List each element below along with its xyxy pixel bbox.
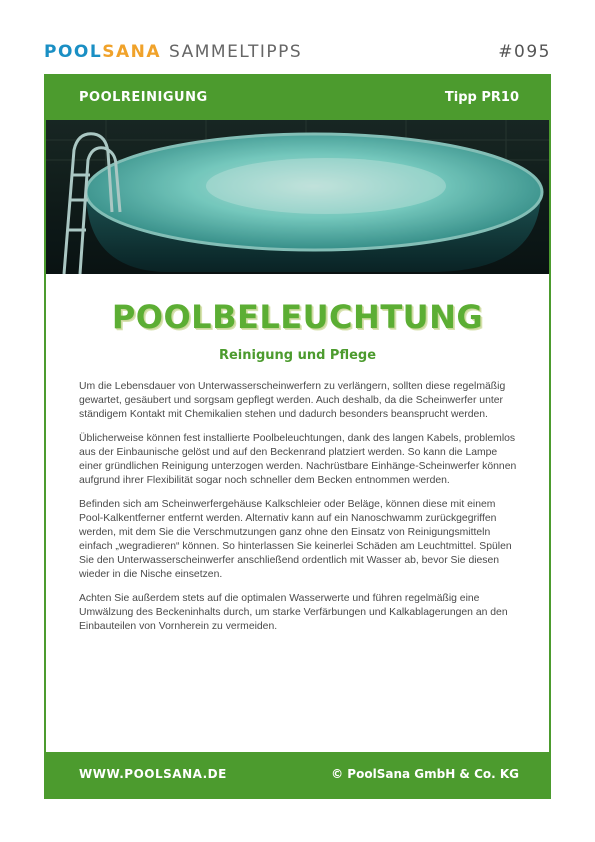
pool-photo — [46, 120, 549, 274]
pool-illustration — [46, 120, 549, 274]
tip-card — [44, 74, 551, 799]
paragraph: Befinden sich am Scheinwerfergehäuse Kalkschleier oder Beläge, können diese mit einem Pool-Kalkentferner entfernt werden. Alternativ kann auf ein Nanoschwamm zurückgegriffen werden, mit dem Sie die Verschmutzungen ganz ohne den Einsatz von Reinigungsmitteln einfach „wegradieren“ können. So hinterlassen Sie keinerlei Schäden am Leuchtmittel. Spülen Sie den Unterwasserscheinwerfer anschließend ordentlich mit Wasser ab, bevor Sie diesen wieder in die Nische einsetzen. — [79, 498, 512, 581]
brand-logo — [44, 42, 302, 62]
footer-bar — [46, 752, 549, 797]
brand-logo-pool: POOL — [44, 42, 103, 62]
paragraph: Üblicherweise können fest installierte Poolbeleuchtungen, dank des langen Kabels, problemlos aus der Einbaunische gelöst und auf den Beckenrand platziert werden. So kann die Lampe einer gründlichen Reinigung unterzogen werden. Nachrüstbare Einhänge-Scheinwerfer können aufgrund ihrer Flexibilität sogar noch schneller dem Becken entnommen werden. — [79, 432, 517, 487]
article-body — [79, 380, 519, 644]
category-label: POOLREINIGUNG — [79, 90, 208, 105]
paragraph: Um die Lebensdauer von Unterwasserscheinwerfern zu verlängern, sollten diese regelmäßig gewartet, gesäubert und sorgsam gepflegt werden. Auch deshalb, da die Scheinwerfer unter ständigem Kontakt mit Chemikalien stehen und dadurch besonders beansprucht werden. — [79, 381, 506, 421]
article-subtitle: Reinigung und Pflege — [218, 348, 377, 363]
tip-code: Tipp PR10 — [444, 90, 519, 105]
page-header — [44, 42, 551, 64]
series-title: SAMMELTIPPS — [169, 42, 303, 62]
website-link[interactable]: WWW.POOLSANA.DE — [79, 767, 227, 781]
tip-number: #095 — [498, 42, 551, 62]
article-title: POOLBELEUCHTUNG — [111, 298, 484, 336]
copyright-notice: © PoolSana GmbH & Co. KG — [331, 767, 519, 781]
paragraph: Achten Sie außerdem stets auf die optimalen Wasserwerte und führen regelmäßig eine Umwälzung des Beckeninhalts durch, um starke Verfärbungen und Kalkablagerungen an den Einbauteilen von Vornherein zu vermeiden. — [79, 592, 508, 632]
brand-logo-sana: SANA — [102, 42, 161, 62]
category-bar — [46, 76, 549, 120]
